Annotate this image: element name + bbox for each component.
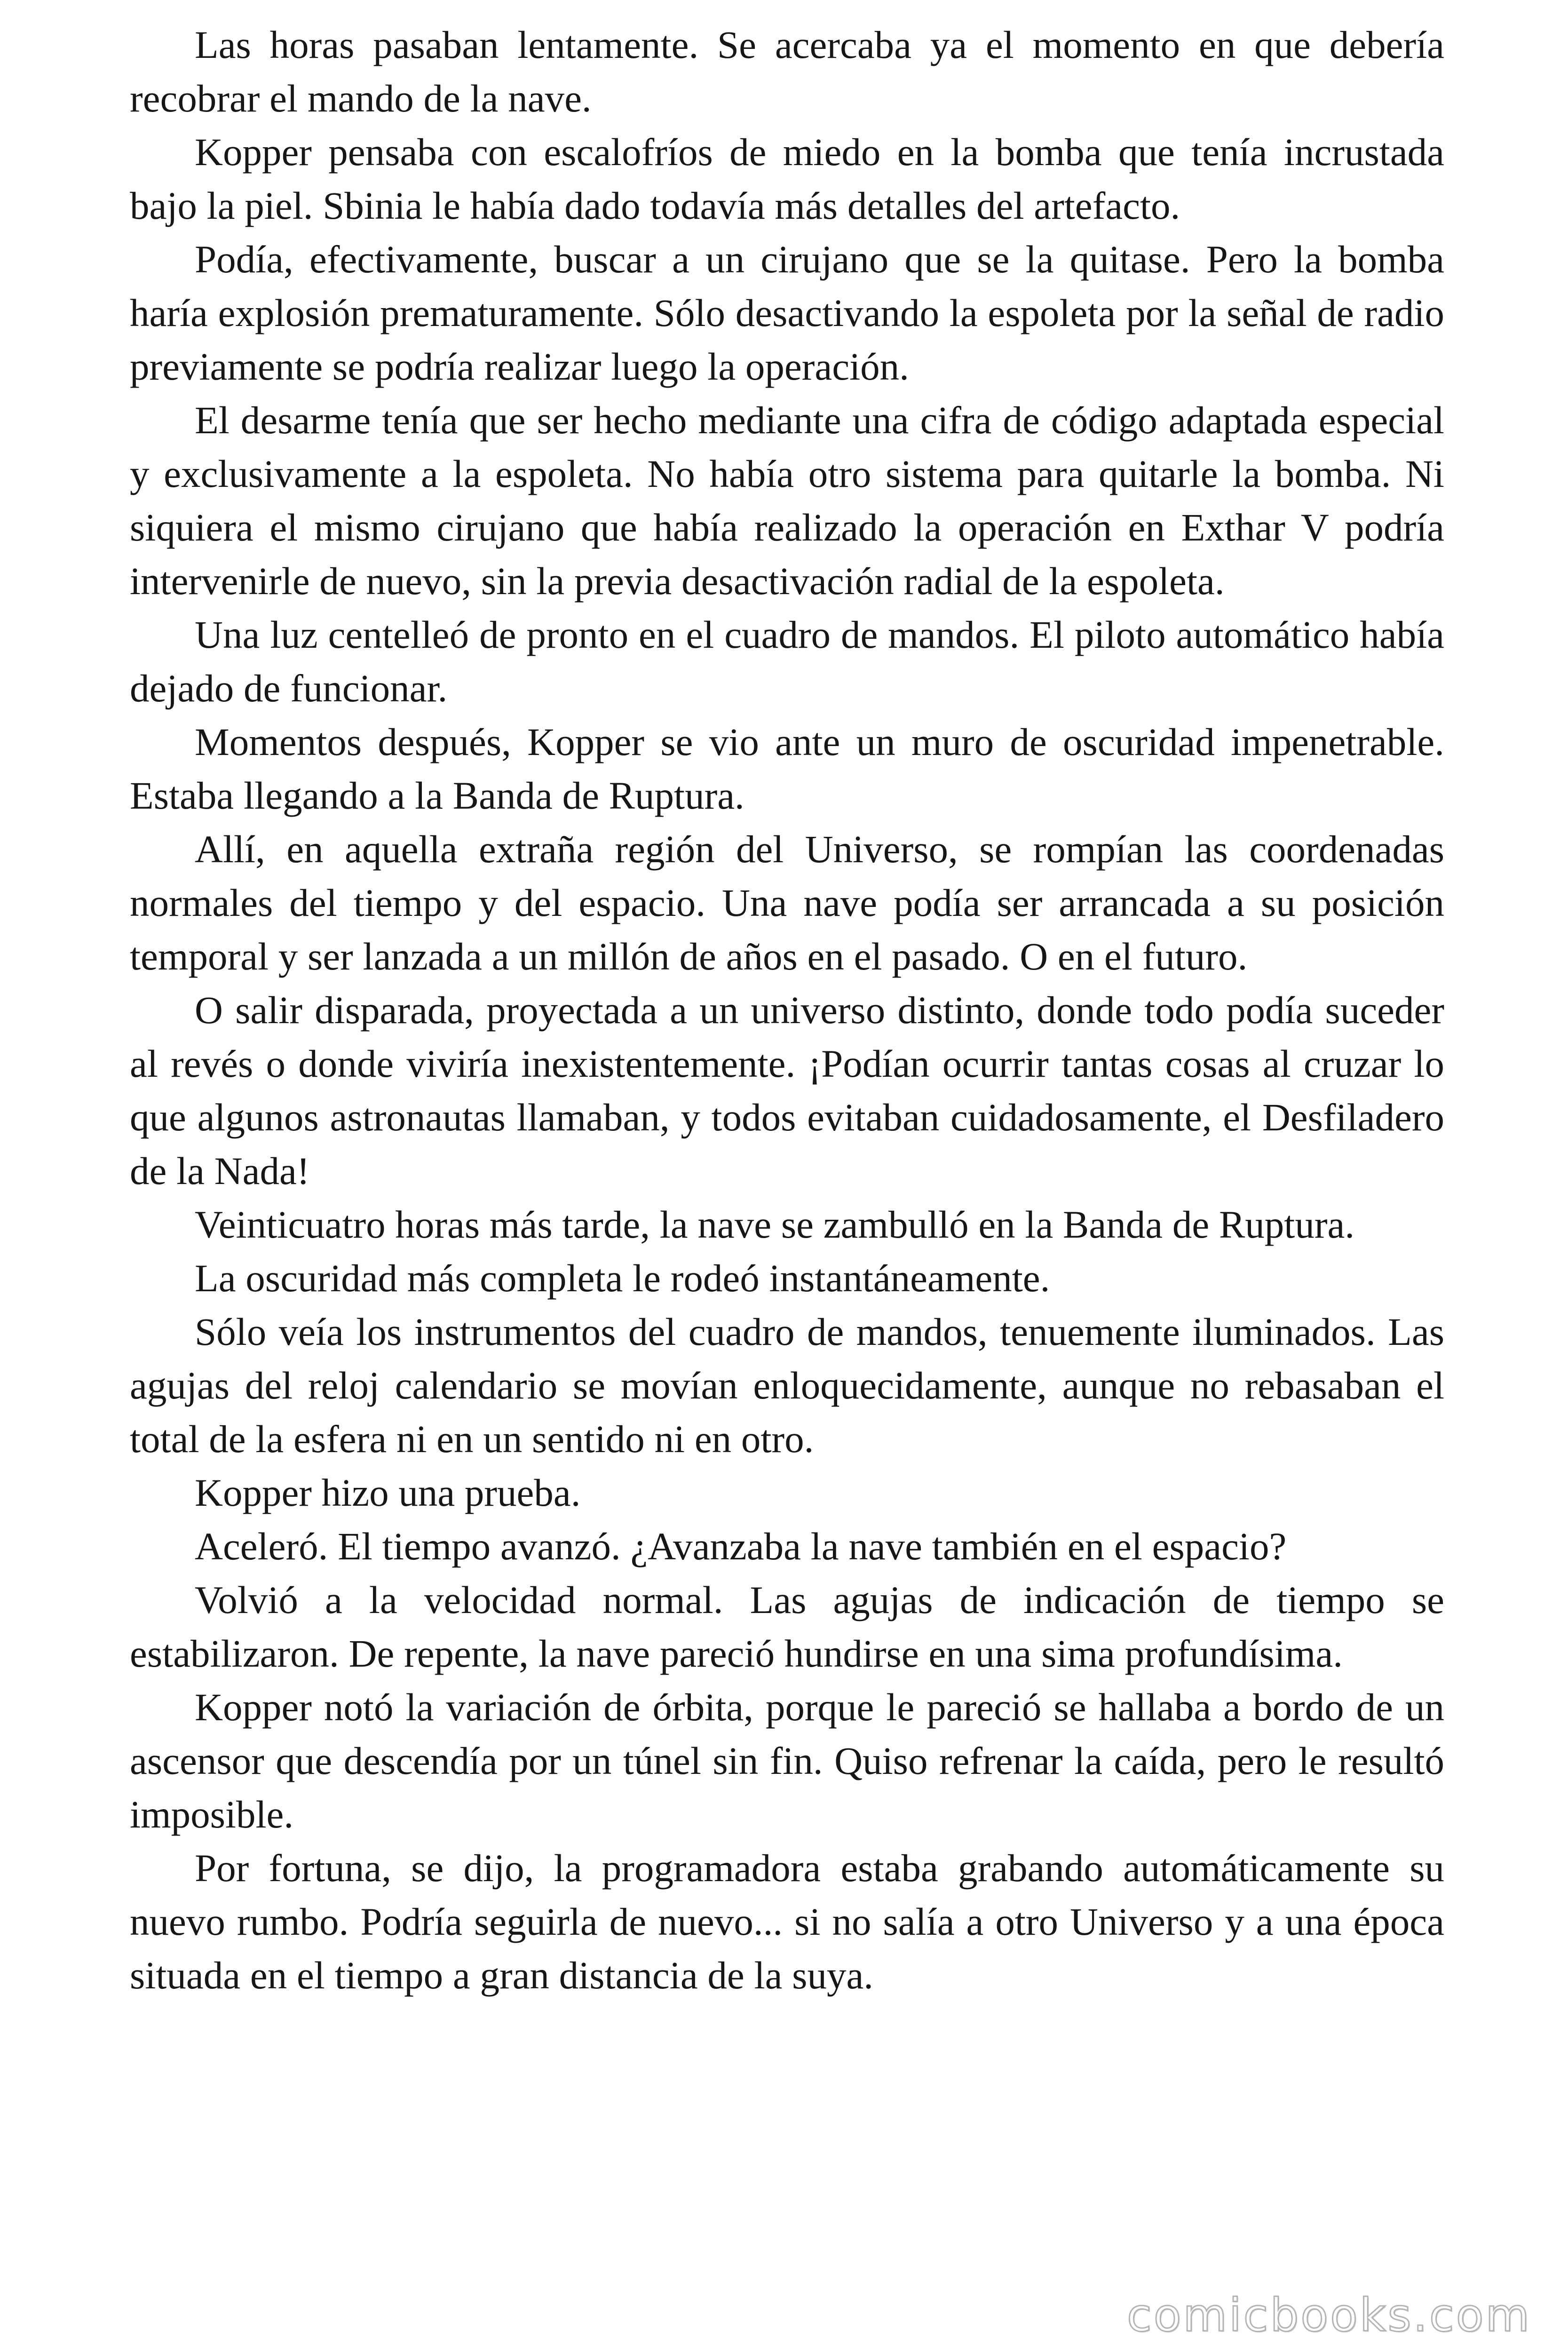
paragraph: Volvió a la velocidad normal. Las agujas de indicación de tiempo se estabilizaron. De repente, la nave pareció hundirse en una sima profundísima. [130,1578,1444,1675]
paragraph: O salir disparada, proyectada a un universo distinto, donde todo podía suceder al revés o donde viviría inexistentemente. ¡Podían ocurrir tantas cosas al cruzar lo que algunos astronautas llamaban, y todos evitaban cuidadosamente, el Desfiladero de la Nada! [130,988,1444,1192]
paragraph: Podía, efectivamente, buscar a un cirujano que se la quitase. Pero la bomba haría explosión prematuramente. Sólo desactivando la espoleta por la señal de radio previamente se podría realizar luego la operación. [130,238,1444,388]
paragraph: Por fortuna, se dijo, la programadora estaba grabando automáticamente su nuevo rumbo. Podría seguirla de nuevo... si no salía a otro Universo y a una época situada en el tiempo a gran distancia de la suya. [130,1846,1444,1997]
paragraph: Kopper pensaba con escalofríos de miedo en la bomba que tenía incrustada bajo la piel. Sbinia le había dado todavía más detalles del artefacto. [130,130,1444,227]
watermark: comicbooks.com [1126,2289,1531,2342]
paragraph: Allí, en aquella extraña región del Universo, se rompían las coordenadas normales del tiempo y del espacio. Una nave podía ser arrancada a su posición temporal y ser lanzada a un millón de años en el pasado. O en el futuro. [130,827,1444,978]
body-text [130,18,1444,2002]
paragraph: El desarme tenía que ser hecho mediante una cifra de código adaptada especial y exclusivamente a la espoleta. No había otro sistema para quitarle la bomba. Ni siquiera el mismo cirujano que había realizado la operación en Exthar V podría intervenirle de nuevo, sin la previa desactivación radial de la espoleta. [130,398,1444,603]
paragraph: Sólo veía los instrumentos del cuadro de mandos, tenuemente iluminados. Las agujas del reloj calendario se movían enloquecidamente, aunque no rebasaban el total de la esfera ni en un sentido ni en otro. [130,1310,1444,1461]
paragraph: Las horas pasaban lentamente. Se acercaba ya el momento en que debería recobrar el mando de la nave. [130,23,1444,120]
paragraph: Aceleró. El tiempo avanzó. ¿Avanzaba la nave también en el espacio? [195,1525,1287,1568]
paragraph: Veinticuatro horas más tarde, la nave se zambulló en la Banda de Ruptura. [195,1203,1355,1246]
paragraph: La oscuridad más completa le rodeó instantáneamente. [195,1256,1050,1300]
paragraph: Kopper hizo una prueba. [195,1471,581,1514]
paragraph: Momentos después, Kopper se vio ante un muro de oscuridad impenetrable. Estaba llegando a la Banda de Ruptura. [130,720,1444,817]
paragraph: Una luz centelleó de pronto en el cuadro de mandos. El piloto automático había dejado de funcionar. [130,613,1444,710]
paragraph: Kopper notó la variación de órbita, porque le pareció se hallaba a bordo de un ascensor que descendía por un túnel sin fin. Quiso refrenar la caída, pero le resultó imposible. [130,1685,1444,1836]
